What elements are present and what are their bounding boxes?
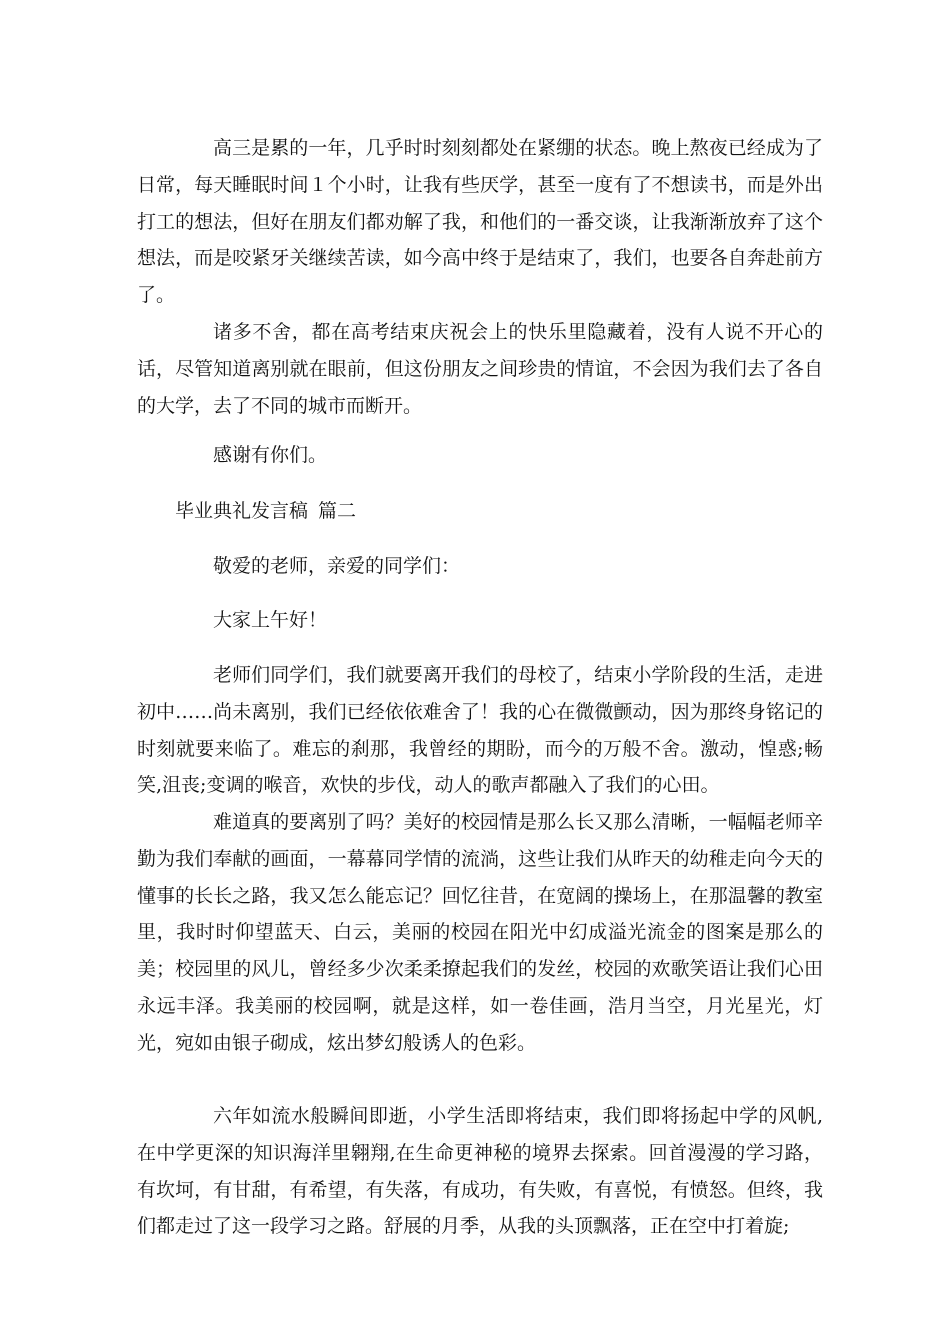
speech-paragraph-six-years: 六年如流水般瞬间即逝，小学生活即将结束，我们即将扬起中学的风帆,在中学更深的知识海洋里翱翔,在生命更神秘的境界去探索。回首漫漫的学习路，有坎坷，有甘甜，有希望，有失落，有成功，有失败，有喜悦，有愤怒。但终，我们都走过了这一段学习之路。舒展的月季，从我的头顶飘落，正在空中打着旋; xyxy=(137,1105,823,1238)
speech-paragraph-leaving: 老师们同学们，我们就要离开我们的母校了，结束小学阶段的生活，走进初中……尚未离别，我们已经依依难舍了！我的心在微微颤动，因为那终身铭记的时刻就要来临了。难忘的刹那，我曾经的期盼，而今的万般不舍。激动，惶惑;畅笑,沮丧;变调的喉音，欢快的步伐，动人的歌声都融入了我们的心田。 xyxy=(137,664,823,797)
section-heading-part: 篇二 xyxy=(318,500,357,522)
paragraph-thanks: 感谢有你们。 xyxy=(213,444,328,466)
paragraph-senior-year: 高三是累的一年，几乎时时刻刻都处在紧绷的状态。晚上熬夜已经成为了日常，每天睡眠时间１个小时，让我有些厌学，甚至一度有了不想读书，而是外出打工的想法，但好在朋友们都劝解了我，和他们的一番交谈，让我渐渐放弃了这个想法，而是咬紧牙关继续苦读，如今高中终于是结束了，我们，也要各自奔赴前方了。 xyxy=(137,137,823,307)
speech-salutation: 敬爱的老师，亲爱的同学们： xyxy=(213,555,461,577)
speech-greeting: 大家上午好！ xyxy=(213,609,328,631)
speech-paragraph-campus: 难道真的要离别了吗？美好的校园情是那么长又那么清晰，一幅幅老师辛勤为我们奉献的画面，一幕幕同学情的流淌，这些让我们从昨天的幼稚走向今天的懂事的长长之路，我又怎么能忘记？回忆往昔，在宽阔的操场上，在那温馨的教室里，我时时仰望蓝天、白云，美丽的校园在阳光中幻成溢光流金的图案是那么的美；校园里的风儿，曾经多少次柔柔撩起我们的发丝，校园的欢歌笑语让我们心田永远丰泽。我美丽的校园啊，就是这样，如一卷佳画，浩月当空，月光星光，灯光，宛如由银子砌成，炫出梦幻般诱人的色彩。 xyxy=(137,811,823,1054)
paragraph-farewell: 诸多不舍，都在高考结束庆祝会上的快乐里隐藏着，没有人说不开心的话，尽管知道离别就在眼前，但这份朋友之间珍贵的情谊，不会因为我们去了各自的大学，去了不同的城市而断开。 xyxy=(137,321,823,417)
section-heading xyxy=(175,493,356,529)
section-heading-title: 毕业典礼发言稿 xyxy=(175,500,309,522)
